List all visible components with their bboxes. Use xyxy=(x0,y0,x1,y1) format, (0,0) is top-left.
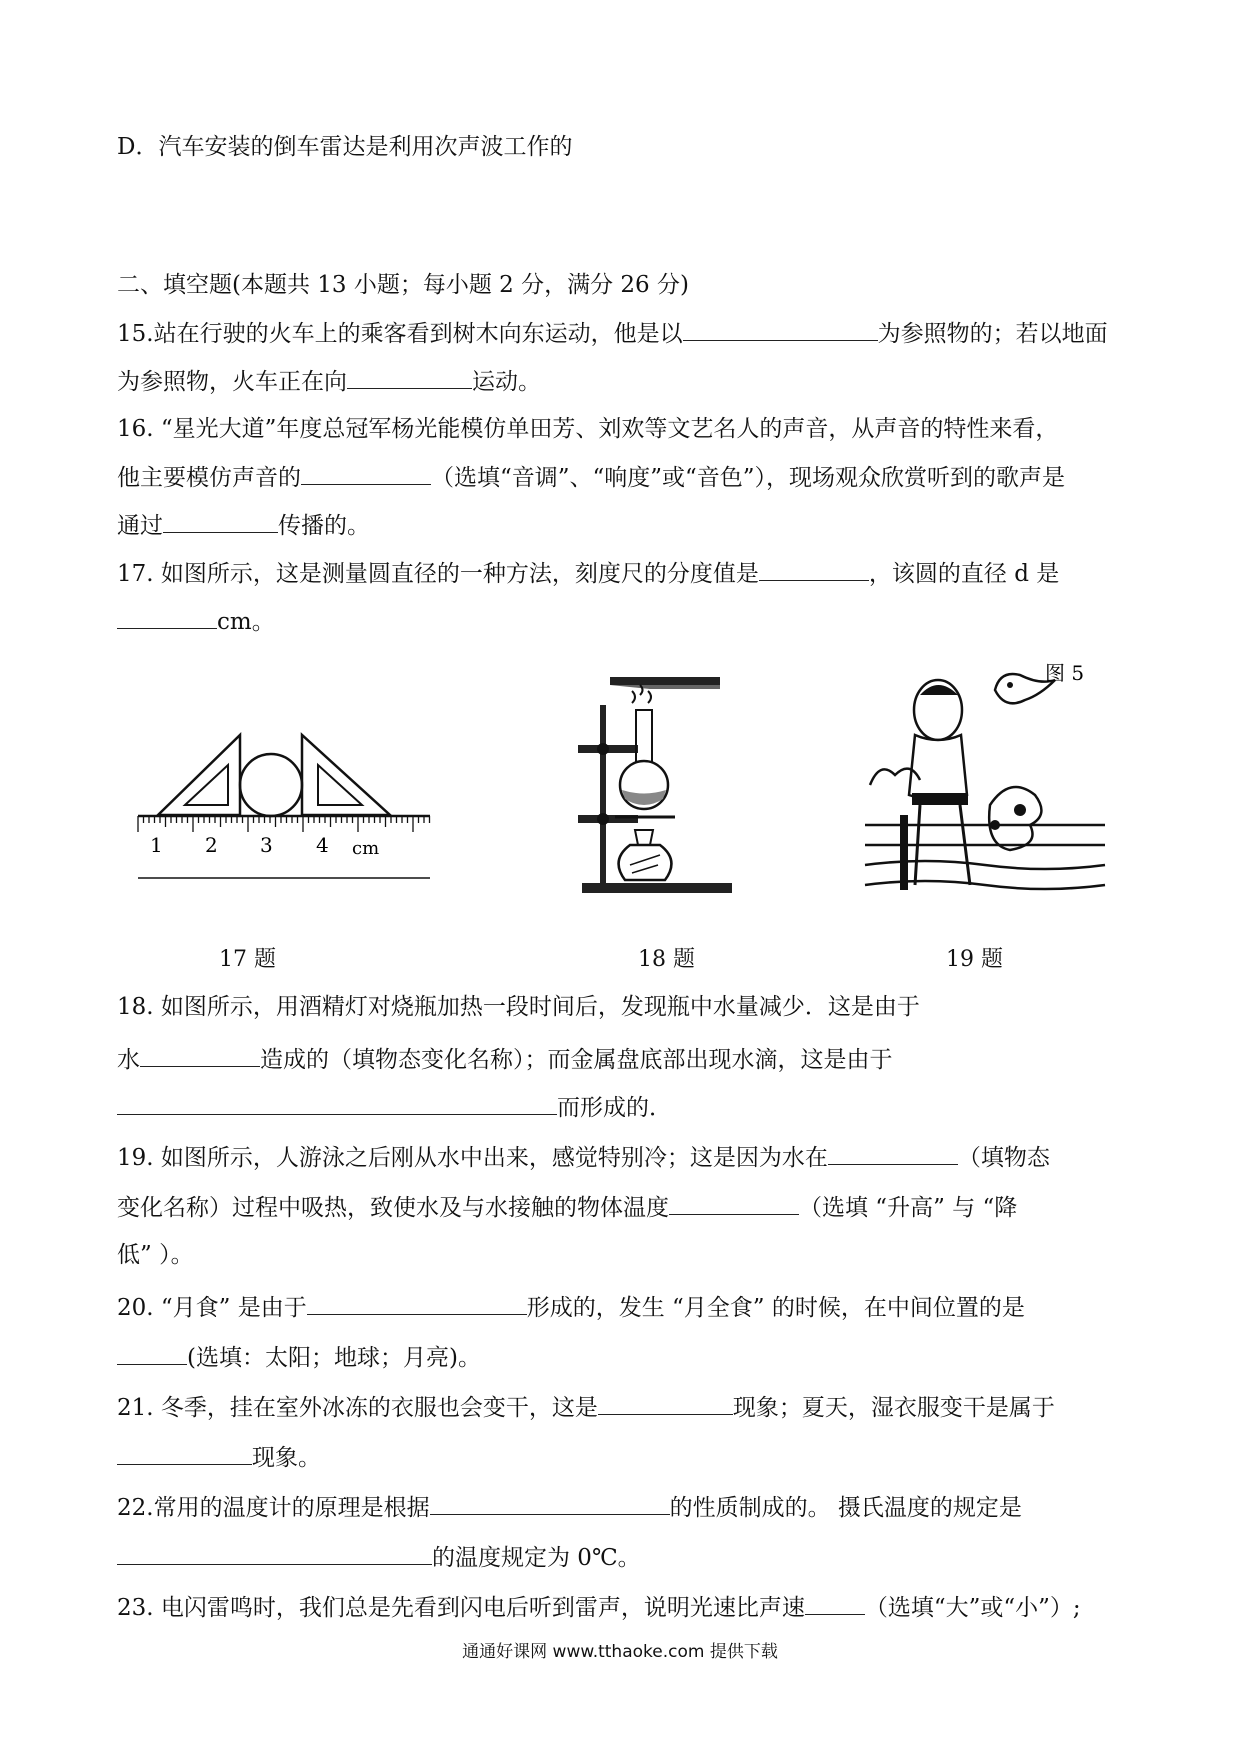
answer-blank[interactable] xyxy=(828,1140,958,1165)
figure-19-swimmer xyxy=(860,655,1110,905)
answer-blank[interactable] xyxy=(683,316,878,341)
q15-text-c: 为参照物，火车正在向 xyxy=(117,369,347,395)
q19-text-a: 19. 如图所示，人游泳之后刚从水中出来，感觉特别冷；这是因为水在 xyxy=(117,1145,828,1171)
q19-text-b: （填物态 xyxy=(957,1145,1050,1171)
figure-17-ruler xyxy=(130,730,450,890)
ruler-label-1: 1 xyxy=(150,833,163,857)
question-15-line-2 xyxy=(117,364,541,397)
question-16-line-1: 16. “星光大道”年度总冠军杨光能模仿单田芳、刘欢等文艺名人的声音，从声音的特性来看， xyxy=(117,416,1059,442)
answer-blank[interactable] xyxy=(117,604,217,629)
q17-text-a: 17. 如图所示，这是测量圆直径的一种方法，刻度尺的分度值是 xyxy=(117,561,759,587)
ruler-label-4: 4 xyxy=(316,833,329,857)
q17-text-b: ，该圆的直径 d 是 xyxy=(868,561,1060,587)
question-18-line-1: 18. 如图所示，用酒精灯对烧瓶加热一段时间后，发现瓶中水量减少．这是由于 xyxy=(117,994,920,1020)
q18-text-a: 水 xyxy=(117,1047,140,1073)
question-16-line-3 xyxy=(117,508,370,541)
question-15-line-1 xyxy=(117,316,1108,349)
q18-text-b: 造成的（填物态变化名称）；而金属盘底部出现水滴，这是由于 xyxy=(260,1047,893,1073)
answer-blank[interactable] xyxy=(117,1090,557,1115)
q21-text-c: 现象。 xyxy=(252,1445,321,1471)
answer-blank[interactable] xyxy=(805,1590,865,1615)
caption-17: 17 题 xyxy=(219,947,276,972)
q22-text-c: 的温度规定为 0℃。 xyxy=(432,1545,641,1571)
question-23-line-1 xyxy=(117,1590,1081,1623)
option-d: D．汽车安装的倒车雷达是利用次声波工作的 xyxy=(117,134,573,160)
caption-18: 18 题 xyxy=(638,947,695,972)
question-18-line-3 xyxy=(117,1090,672,1123)
question-17-line-1 xyxy=(117,556,1059,589)
answer-blank[interactable] xyxy=(163,508,278,533)
q15-text-a: 15.站在行驶的火车上的乘客看到树木向东运动，他是以 xyxy=(117,321,683,347)
answer-blank[interactable] xyxy=(117,1340,187,1365)
q18-text-c: 而形成的． xyxy=(557,1095,672,1121)
question-19-line-1 xyxy=(117,1140,1050,1173)
q15-text-b: 为参照物的；若以地面 xyxy=(877,321,1108,347)
answer-blank[interactable] xyxy=(117,1540,432,1565)
ruler-unit: cm xyxy=(352,838,380,859)
q20-text-b: 形成的，发生 “月全食” 的时候，在中间位置的是 xyxy=(526,1295,1025,1321)
ruler-label-2: 2 xyxy=(205,833,218,857)
answer-blank[interactable] xyxy=(307,1290,527,1315)
question-20-line-2 xyxy=(117,1340,481,1373)
section-title: 二、填空题(本题共 13 小题；每小题 2 分，满分 26 分) xyxy=(117,272,689,298)
question-16-line-2 xyxy=(117,460,1065,493)
answer-blank[interactable] xyxy=(301,460,431,485)
question-22-line-2 xyxy=(117,1540,641,1573)
q22-text-b: 的性质制成的。 摄氏温度的规定是 xyxy=(669,1495,1022,1521)
q16-text-c: 通过 xyxy=(117,513,163,539)
q21-text-b: 现象；夏天，湿衣服变干是属于 xyxy=(732,1395,1055,1421)
answer-blank[interactable] xyxy=(669,1190,799,1215)
q16-text-d: 传播的。 xyxy=(278,513,370,539)
answer-blank[interactable] xyxy=(430,1490,670,1515)
answer-blank[interactable] xyxy=(759,556,869,581)
caption-19: 19 题 xyxy=(946,947,1003,972)
question-17-line-2 xyxy=(117,604,275,637)
question-19-line-3: 低” ）。 xyxy=(117,1242,194,1268)
fig5-label: 图 5 xyxy=(1045,661,1085,685)
q15-text-d: 运动。 xyxy=(472,369,541,395)
question-21-line-1 xyxy=(117,1390,1055,1423)
answer-blank[interactable] xyxy=(140,1042,260,1067)
q23-text-a: 23. 电闪雷鸣时，我们总是先看到闪电后听到雷声，说明光速比声速 xyxy=(117,1595,805,1621)
q17-text-c: cm。 xyxy=(217,609,275,635)
question-22-line-1 xyxy=(117,1490,1022,1523)
ruler-label-3: 3 xyxy=(260,833,273,857)
figure-18-apparatus xyxy=(570,665,740,895)
q20-text-c: (选填：太阳；地球；月亮)。 xyxy=(187,1345,481,1371)
question-21-line-2 xyxy=(117,1440,321,1473)
question-20-line-1 xyxy=(117,1290,1025,1323)
question-19-line-2 xyxy=(117,1190,1017,1223)
page-footer: 通通好课网 www.tthaoke.com 提供下载 xyxy=(462,1642,778,1662)
answer-blank[interactable] xyxy=(347,364,472,389)
q23-text-b: （选填“大”或“小”）; xyxy=(864,1595,1081,1621)
q22-text-a: 22.常用的温度计的原理是根据 xyxy=(117,1495,430,1521)
q16-text-b: （选填“音调”、“响度”或“音色”），现场观众欣赏听到的歌声是 xyxy=(431,465,1066,491)
q20-text-a: 20. “月食” 是由于 xyxy=(117,1295,307,1321)
question-18-line-2 xyxy=(117,1042,893,1075)
q21-text-a: 21. 冬季，挂在室外冰冻的衣服也会变干，这是 xyxy=(117,1395,598,1421)
answer-blank[interactable] xyxy=(117,1440,252,1465)
q19-text-c: 变化名称）过程中吸热，致使水及与水接触的物体温度 xyxy=(117,1195,669,1221)
q16-text-a: 他主要模仿声音的 xyxy=(117,465,301,491)
answer-blank[interactable] xyxy=(598,1390,733,1415)
q19-text-d: （选填 “升高” 与 “降 xyxy=(799,1195,1018,1221)
